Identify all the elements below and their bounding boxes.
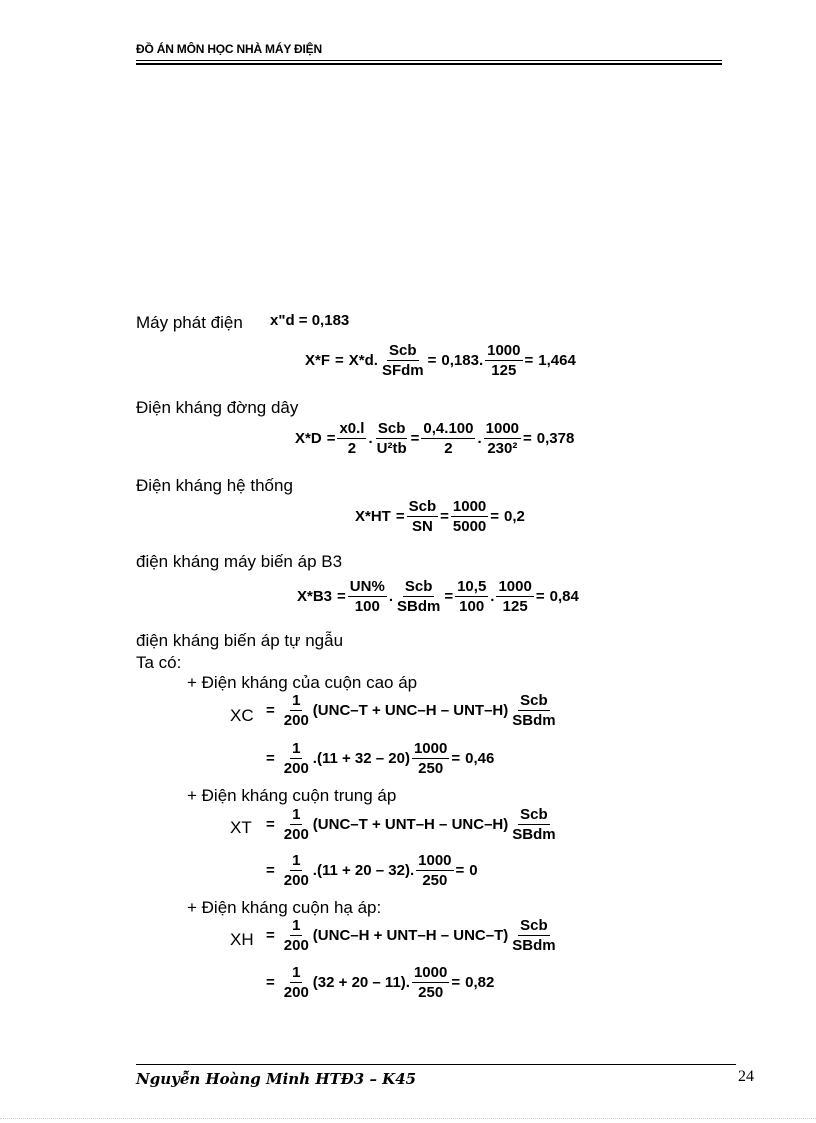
generator-given: x"d = 0,183: [270, 312, 350, 329]
fraction: $\frac{\text{Scb}}{\text{SFdm}}$: [381, 342, 424, 379]
line-formula: X*D = $\frac{x0.l}{2}$ . $\frac{\text{Scb}}{\text{U²tb}}$ = $\frac{0,4.100}{2}$ . $\frac{1000}{\text{230²}}$ = 0,378: [295, 420, 575, 457]
medium-label: + Điện kháng cuộn trung áp: [187, 786, 397, 805]
system-formula: X*HT = $\frac{\text{Scb}}{SN}$ = $\frac{1000}{5000}$ = 0,2: [355, 498, 525, 535]
page-bottom-edge: [0, 1118, 816, 1119]
fraction: $\frac{1000}{250}$: [413, 740, 448, 777]
low-symbol: XH: [230, 930, 254, 949]
high-symbol: XC: [230, 706, 254, 725]
fraction: $\frac{10,5}{100}$: [457, 578, 487, 615]
high-result: 0,46: [465, 750, 495, 767]
fraction: $\frac{1}{200}$: [283, 692, 309, 729]
low-result: 0,82: [465, 974, 495, 991]
system-result: 0,2: [504, 508, 525, 525]
fraction: $\frac{x0.l}{2}$: [339, 420, 365, 457]
high-label: + Điện kháng của cuộn cao áp: [187, 673, 418, 692]
fraction: $\frac{\text{Scb}}{SN}$: [408, 498, 437, 535]
footer-rule: [136, 1064, 736, 1065]
footer-author: Nguyễn Hoàng Minh HTĐ3 – K45: [136, 1070, 417, 1088]
low-numeric: = $\frac{1}{200}$ (32 + 20 – 11) . $\frac{1000}{250}$ = 0,82: [266, 964, 495, 1001]
low-general: = $\frac{1}{200}$ (UNC–H + UNT–H – UNC–T) $\frac{\text{Scb}}{\text{SBdm}}$: [266, 917, 556, 954]
b3-label: điện kháng máy biến áp B3: [136, 552, 343, 571]
line-result: 0,378: [536, 430, 575, 447]
medium-general: = $\frac{1}{200}$ (UNC–T + UNT–H – UNC–H) $\frac{\text{Scb}}{\text{SBdm}}$: [266, 806, 556, 843]
fraction: $\frac{1000}{\text{230²}}$: [485, 420, 520, 457]
fraction: $\frac{\text{Scb}}{\text{U²tb}}$: [376, 420, 407, 457]
fraction: $\frac{1}{200}$: [283, 852, 309, 889]
fraction: $\frac{0,4.100}{2}$: [423, 420, 474, 457]
fraction: $\frac{UN\%}{100}$: [349, 578, 385, 615]
fraction: $\frac{1}{200}$: [283, 917, 309, 954]
page-header: ĐỒ ÁN MÔN HỌC NHÀ MÁY ĐIỆN: [136, 42, 322, 56]
auto-intro: Ta có:: [136, 653, 182, 672]
page-number: 24: [738, 1068, 754, 1085]
fraction: $\frac{1000}{125}$: [498, 578, 532, 615]
b3-formula: X*B3 = $\frac{UN\%}{100}$ . $\frac{\text{Scb}}{\text{SBdm}}$ = $\frac{10,5}{100}$ . $\frac{1000}{125}$ = 0,84: [297, 578, 579, 615]
fraction: $\frac{1}{200}$: [283, 964, 309, 1001]
fraction: $\frac{1}{200}$: [283, 806, 309, 843]
b3-symbol: X*B3: [297, 588, 333, 605]
medium-symbol: XT: [230, 818, 252, 837]
b3-result: 0,84: [549, 588, 579, 605]
fraction: $\frac{1000}{5000}$: [452, 498, 487, 535]
system-label: Điện kháng hệ thống: [136, 476, 293, 495]
header-rule: [136, 60, 722, 61]
fraction: $\frac{\text{Scb}}{\text{SBdm}}$: [512, 806, 556, 843]
generator-symbol: X*F: [305, 352, 331, 369]
generator-formula: X*F = X*d. $\frac{\text{Scb}}{\text{SFdm}}$ = 0,183 . $\frac{1000}{125}$ = 1,464: [305, 342, 576, 379]
fraction: $\frac{\text{Scb}}{\text{SBdm}}$: [512, 692, 556, 729]
high-general: = $\frac{1}{200}$ (UNC–T + UNC–H – UNT–H) $\frac{\text{Scb}}{\text{SBdm}}$: [266, 692, 556, 729]
auto-label: điện kháng biến áp tự ngẫu: [136, 631, 344, 650]
header-rule-thick: [136, 63, 722, 65]
medium-numeric: = $\frac{1}{200}$ . (11 + 20 – 32) . $\frac{1000}{250}$ = 0: [266, 852, 478, 889]
low-label: + Điện kháng cuộn hạ áp:: [187, 898, 382, 917]
fraction: $\frac{1000}{250}$: [418, 852, 452, 889]
system-symbol: X*HT: [355, 508, 391, 525]
generator-label: Máy phát điện: [136, 313, 243, 332]
fraction: $\frac{1}{200}$: [283, 740, 309, 777]
medium-result: 0: [469, 862, 478, 879]
fraction: $\frac{1000}{125}$: [487, 342, 521, 379]
line-symbol: X*D: [295, 430, 322, 447]
high-numeric: = $\frac{1}{200}$ . (11 + 32 – 20) $\frac{1000}{250}$ = 0,46: [266, 740, 495, 777]
generator-result: 1,464: [538, 352, 576, 369]
fraction: $\frac{\text{Scb}}{\text{SBdm}}$: [396, 578, 441, 615]
line-label: Điện kháng đờng dây: [136, 398, 299, 417]
fraction: $\frac{1000}{250}$: [413, 964, 448, 1001]
fraction: $\frac{\text{Scb}}{\text{SBdm}}$: [512, 917, 556, 954]
